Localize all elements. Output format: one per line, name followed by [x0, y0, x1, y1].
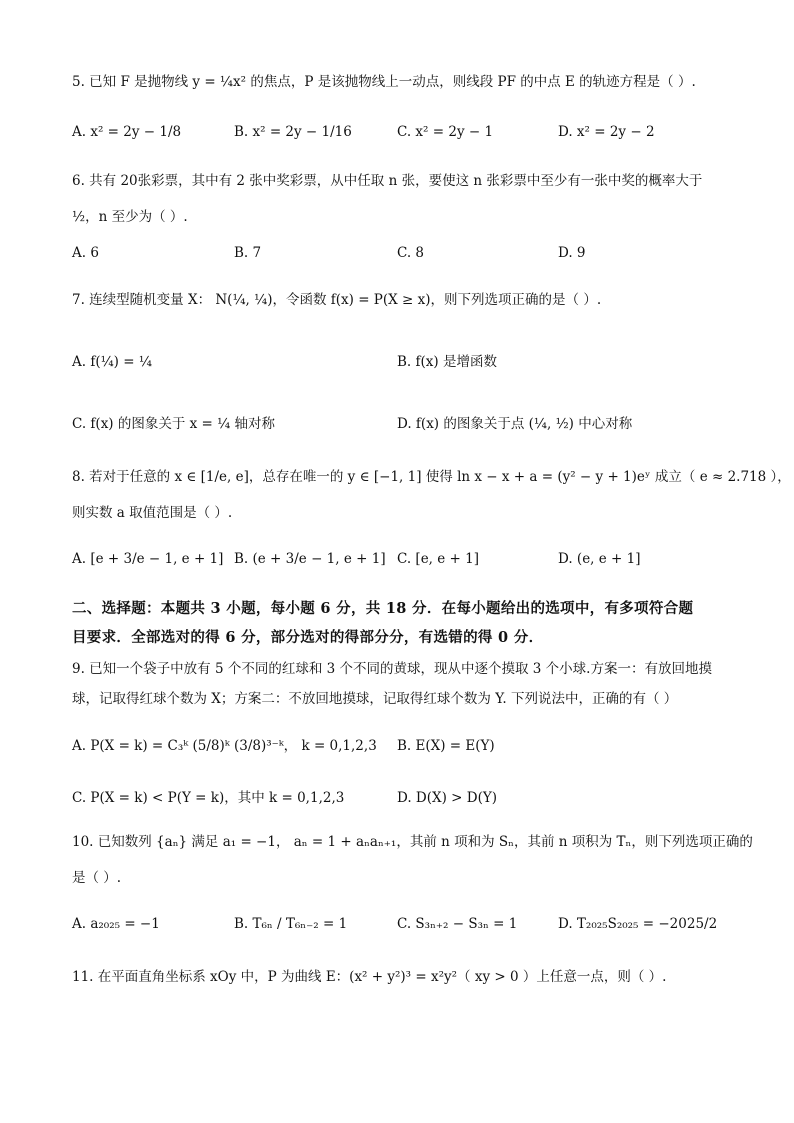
question-8-stem-line2: 则实数 a 取值范围是（ ）. — [72, 505, 233, 521]
question-5-option-d: D. x² = 2y − 2 — [558, 124, 655, 140]
question-7-option-d: D. f(x) 的图象关于点 (¼, ½) 中心对称 — [397, 416, 633, 432]
question-11-stem: 11. 在平面直角坐标系 xOy 中，P 为曲线 E：(x² + y²)³ = x²y²（ xy > 0 ）上任意一点，则（ ）. — [72, 969, 667, 985]
question-10-option-c: C. S₃ₙ₊₂ − S₃ₙ = 1 — [397, 916, 518, 932]
question-10-option-a: A. a₂₀₂₅ = −1 — [72, 916, 160, 932]
question-5-option-b: B. x² = 2y − 1/16 — [234, 124, 352, 140]
question-6-option-a: A. 6 — [72, 245, 99, 261]
section-2-heading-line1: 二、选择题：本题共 3 小题，每小题 6 分，共 18 分．在每小题给出的选项中，有多项符合题 — [72, 600, 694, 617]
question-9-option-d: D. D(X) > D(Y) — [397, 790, 498, 806]
question-8-option-a: A. [e + 3/e − 1, e + 1] — [72, 551, 224, 567]
question-10-stem-line2: 是（ ）. — [72, 870, 122, 886]
question-6-option-c: C. 8 — [397, 245, 425, 261]
question-7-stem: 7. 连续型随机变量 X： N(¼, ¼)，令函数 f(x) = P(X ≥ x)，则下列选项正确的是（ ）. — [72, 292, 602, 308]
question-9-option-a: A. P(X = k) = C₃ᵏ (5/8)ᵏ (3/8)³⁻ᵏ， k = 0,1,2,3 — [72, 738, 377, 754]
question-8-stem-line1: 8. 若对于任意的 x ∈ [1/e, e]，总存在唯一的 y ∈ [−1, 1] 使得 ln x − x + a = (y² − y + 1)eʸ 成立（ e ≈ 2.718 ）， — [72, 469, 791, 485]
question-9-option-b: B. E(X) = E(Y) — [397, 738, 495, 754]
question-7-option-b: B. f(x) 是增函数 — [397, 354, 497, 370]
question-7-option-c: C. f(x) 的图象关于 x = ¼ 轴对称 — [72, 416, 276, 432]
question-9-option-c: C. P(X = k) < P(Y = k)，其中 k = 0,1,2,3 — [72, 790, 345, 806]
question-8-option-c: C. [e, e + 1] — [397, 551, 480, 567]
question-6-stem-line1: 6. 共有 20张彩票，其中有 2 张中奖彩票，从中任取 n 张，要使这 n 张彩票中至少有一张中奖的概率大于 — [72, 173, 703, 189]
question-7-option-a: A. f(¼) = ¼ — [72, 354, 152, 370]
question-10-option-d: D. T₂₀₂₅S₂₀₂₅ = −2025/2 — [558, 916, 718, 932]
question-5-option-c: C. x² = 2y − 1 — [397, 124, 494, 140]
question-6-option-d: D. 9 — [558, 245, 586, 261]
question-6-option-b: B. 7 — [234, 245, 262, 261]
question-9-stem-line1: 9. 已知一个袋子中放有 5 个不同的红球和 3 个不同的黄球，现从中逐个摸取 3 个小球.方案一：有放回地摸 — [72, 661, 712, 677]
question-5-stem: 5. 已知 F 是抛物线 y = ¼x² 的焦点，P 是该抛物线上一动点，则线段 PF 的中点 E 的轨迹方程是（ ）. — [72, 74, 696, 90]
question-5-option-a: A. x² = 2y − 1/8 — [72, 124, 182, 140]
question-10-stem-line1: 10. 已知数列 {aₙ} 满足 a₁ = −1， aₙ = 1 + aₙaₙ₊₁，其前 n 项和为 Sₙ，其前 n 项积为 Tₙ，则下列选项正确的 — [72, 834, 753, 850]
question-8-option-d: D. (e, e + 1] — [558, 551, 641, 567]
question-6-stem-line2: ½，n 至少为（ ）. — [72, 209, 188, 225]
question-8-option-b: B. (e + 3/e − 1, e + 1] — [234, 551, 386, 567]
section-2-heading-line2: 目要求．全部选对的得 6 分，部分选对的得部分分，有选错的得 0 分． — [72, 629, 544, 646]
question-9-stem-line2: 球，记取得红球个数为 X；方案二：不放回地摸球，记取得红球个数为 Y. 下列说法中，正确的有（ ） — [72, 691, 678, 707]
question-10-option-b: B. T₆ₙ / T₆ₙ₋₂ = 1 — [234, 916, 348, 932]
